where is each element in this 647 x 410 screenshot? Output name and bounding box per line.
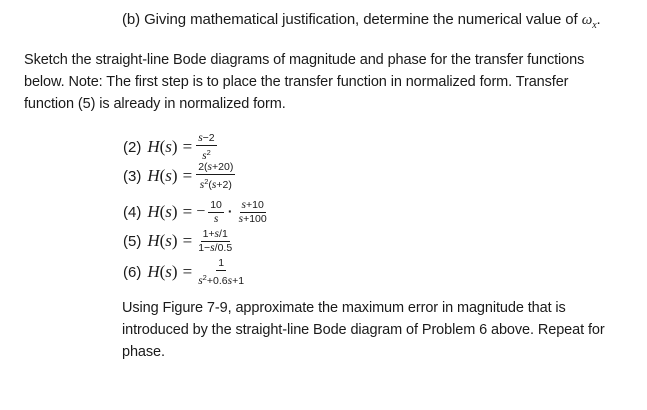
equation-label: (4): [123, 203, 142, 221]
denominator: $s^2+0.6s+1$: [198, 272, 245, 287]
equation-4: [123, 197, 269, 227]
numerator: 10: [210, 198, 222, 211]
intro-line-2: below. Note: The first step is to place the transfer function in normalized form. Transfer: [24, 74, 569, 90]
denominator: 1−s/0.5: [198, 241, 233, 254]
intro-line-3: function (5) is already in normalized form.: [24, 96, 286, 112]
equation-5: [123, 226, 234, 256]
equals-sign: =: [182, 137, 193, 156]
numerator: s+10: [241, 198, 264, 211]
fraction-1: [208, 200, 224, 225]
part-b-text: (b) Giving mathematical justification, determine the numerical value of: [122, 11, 582, 28]
denominator: s: [213, 212, 219, 225]
closing-line-1: Using Figure 7-9, approximate the maximum error in magnitude that is: [122, 300, 566, 316]
closing-line-2: introduced by the straight-line Bode diagram of Problem 6 above. Repeat for: [122, 322, 605, 338]
equation-label: (2): [123, 138, 142, 156]
numerator: 1+s/1: [202, 227, 228, 240]
denominator: $s^2(s+2)$: [199, 176, 232, 191]
equals-sign: =: [182, 166, 193, 185]
equation-label: (5): [123, 232, 142, 250]
equals-sign: =: [182, 231, 193, 250]
fraction: [196, 162, 235, 191]
equation-lhs: H(s): [147, 137, 178, 156]
minus-sign: −: [196, 203, 206, 220]
closing-line-3: phase.: [122, 344, 165, 360]
equation-2: [123, 132, 217, 162]
fraction-2: [237, 200, 269, 225]
equation-lhs: H(s): [147, 262, 178, 281]
denominator: s+100: [238, 212, 267, 225]
equation-lhs: H(s): [147, 231, 178, 250]
omega-symbol: ω: [581, 12, 593, 28]
equation-lhs: H(s): [147, 202, 178, 221]
equation-6: [123, 257, 246, 287]
fraction: [196, 229, 234, 254]
equals-sign: =: [182, 262, 193, 281]
equation-lhs: H(s): [147, 166, 178, 185]
equation-3: [123, 161, 235, 191]
fraction: [196, 258, 246, 287]
multiply-dot: ·: [227, 203, 233, 219]
intro-line-1: Sketch the straight-line Bode diagrams of magnitude and phase for the transfer functions: [24, 52, 585, 68]
equals-sign: =: [182, 202, 193, 221]
numerator: 1: [218, 256, 225, 269]
fraction: [196, 133, 216, 162]
part-b-period: .: [596, 11, 601, 28]
numerator: 2(s+20): [198, 160, 234, 173]
denominator: $s^2$: [202, 147, 211, 162]
omega-subscript: x: [592, 20, 597, 31]
part-b-question: [122, 11, 601, 31]
equation-label: (6): [123, 263, 142, 281]
numerator: s−2: [198, 131, 215, 144]
equation-label: (3): [123, 167, 142, 185]
